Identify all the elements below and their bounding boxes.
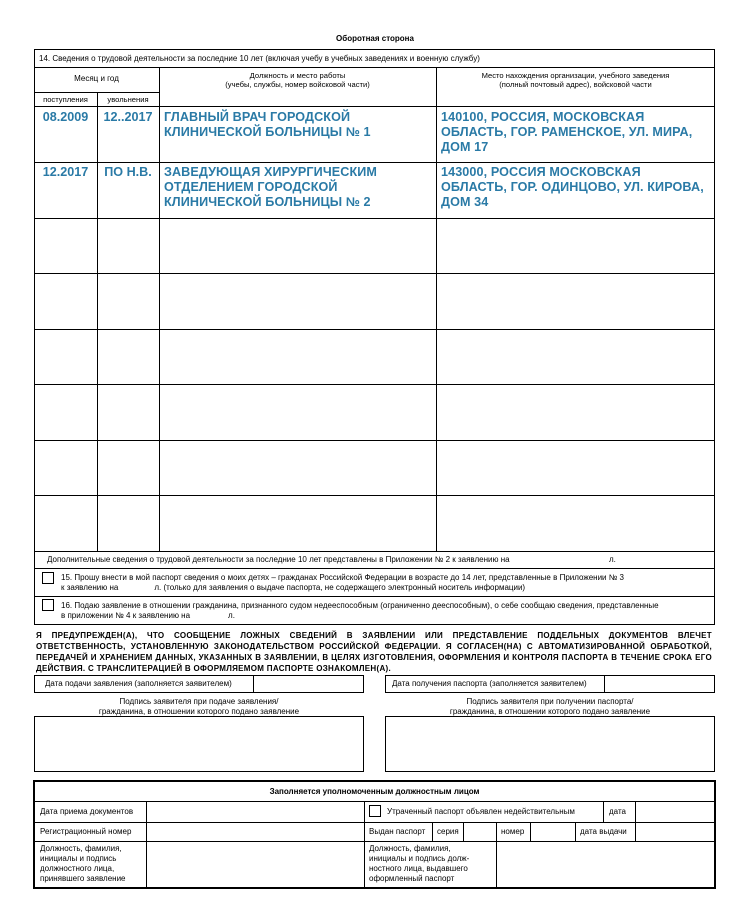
section16-text [61, 601, 711, 621]
section15-line2 [61, 583, 711, 593]
series-label: серия [437, 827, 459, 836]
reg-number-field[interactable] [147, 823, 363, 840]
issuer-label [369, 844, 469, 884]
section15-checkbox[interactable] [42, 572, 54, 584]
row1-location: 140100, РОССИЯ, МОСКОВСКАЯ ОБЛАСТЬ, ГОР. РАМЕНСКОЕ, УЛ. МИРА, ДОМ 17 [441, 110, 693, 154]
additional-info: Дополнительные сведения о трудовой деятельности за последние 10 лет представлены в Приложении № 2 к заявлению на [47, 555, 510, 564]
lost-date-label: дата [609, 807, 626, 816]
section16-line2 [61, 611, 711, 621]
section16-line2b: л. [228, 611, 235, 620]
col-end: увольнения [107, 95, 149, 104]
issuer-line3: ностного лица, выдавшего [369, 864, 468, 873]
applicant-signature-receive[interactable] [385, 716, 715, 772]
applicant-signature-submit[interactable] [34, 716, 364, 772]
receipt-date-field[interactable] [605, 676, 714, 692]
page-title: Оборотная сторона [336, 34, 414, 43]
receiver-line2: инициалы и подпись [40, 854, 117, 863]
lost-date-field[interactable] [636, 802, 713, 821]
official-header: Заполняется уполномоченным должностным лицом [269, 787, 480, 796]
doc-accept-date-label: Дата приема документов [40, 807, 134, 816]
right-signature-line2: гражданина, в отношении которого подано заявление [449, 707, 651, 716]
col-location-line2: (полный почтовый адрес), войсковой части [499, 80, 652, 89]
receiver-line4: принявшего заявление [40, 874, 126, 883]
number-label: номер [501, 827, 525, 836]
row2-position: ЗАВЕДУЮЩАЯ ХИРУРГИЧЕСКИМ ОТДЕЛЕНИЕМ ГОРОДСКОЙ КЛИНИЧЕСКОЙ БОЛЬНИЦЫ № 2 [164, 165, 377, 209]
left-signature-line2: гражданина, в отношении которого подано заявление [98, 707, 300, 716]
section15-line2a: к заявлению на [61, 583, 119, 592]
submission-date-label: Дата подачи заявления (заполняется заявителем) [45, 679, 232, 688]
col-position-line1: Должность и место работы [249, 71, 346, 80]
row1-position: ГЛАВНЫЙ ВРАЧ ГОРОДСКОЙ КЛИНИЧЕСКОЙ БОЛЬНИЦЫ № 1 [164, 110, 371, 139]
series-field[interactable] [464, 823, 495, 840]
section15-line2b: л. (только для заявления о выдаче паспорта, не содержащего электронный носитель информации) [154, 583, 526, 592]
row2-start: 12.2017 [42, 165, 89, 179]
issuer-line4: оформленный паспорт [369, 874, 455, 883]
legal-warning: Я ПРЕДУПРЕЖДЕН(А), ЧТО СООБЩЕНИЕ ЛОЖНЫХ СВЕДЕНИЙ В ЗАЯВЛЕНИИ ИЛИ ПРЕДСТАВЛЕНИЕ ПОДДЕЛЬНЫХ ДОКУМЕНТОВ ВЛЕЧЕТ ОТВЕТСТВЕННОСТЬ, УСТАНОВЛЕННУЮ ЗАКОНОДАТЕЛЬСТВОМ РОССИЙСКОЙ ФЕДЕРАЦИИ. Я СОГЛАСЕН(НА) С АВТОМАТИЗИРОВАННОЙ ОБРАБОТКОЙ, ПЕРЕДАЧЕЙ И ХРАНЕНИЕМ ДАННЫХ, УКАЗАННЫХ В ЗАЯВЛЕНИИ, В ЦЕЛЯХ ИЗГОТОВЛЕНИЯ, ОФОРМЛЕНИЯ И КОНТРОЛЯ ПАСПОРТА В ТЕЧЕНИЕ СРОКА ЕГО ДЕЙСТВИЯ. С ТРАНСЛИТЕРАЦИЕЙ В ОФОРМЛЯЕМОМ ПАСПОРТЕ ОЗНАКОМЛЕН(А). [36, 631, 712, 673]
issuer-line2: инициалы и подпись долж- [369, 854, 470, 863]
col-position-line2: (учебы, службы, номер войсковой части) [225, 80, 370, 89]
issuer-signature-field[interactable] [497, 842, 713, 886]
right-signature-line1: Подпись заявителя при получении паспорта/ [466, 697, 634, 706]
additional-info-suffix: л. [609, 555, 616, 564]
col-start: поступления [43, 95, 88, 104]
section16-checkbox[interactable] [42, 599, 54, 611]
issued-passport-label: Выдан паспорт [369, 827, 426, 836]
row2-location: 143000, РОССИЯ МОСКОВСКАЯ ОБЛАСТЬ, ГОР. ОДИНЦОВО, УЛ. КИРОВА, ДОМ 34 [441, 165, 704, 209]
row1-end: 12..2017 [103, 110, 153, 124]
issue-date-label: дата выдачи [580, 827, 627, 836]
receiver-label [40, 844, 126, 884]
lost-passport-checkbox[interactable] [369, 805, 381, 817]
lost-passport-label: Утраченный паспорт объявлен недействительным [387, 807, 575, 816]
section16-line1: 16. Подаю заявление в отношении гражданина, признанного судом недееспособным (ограниченно дееспособным), о себе сообщаю сведения, представленные [61, 601, 659, 610]
reg-number-label: Регистрационный номер [40, 827, 132, 836]
issuer-line1: Должность, фамилия, [369, 844, 451, 853]
row2-end: ПО Н.В. [104, 165, 152, 179]
issue-date-field[interactable] [636, 823, 713, 840]
receiver-signature-field[interactable] [147, 842, 363, 886]
receipt-date-label: Дата получения паспорта (заполняется заявителем) [392, 679, 587, 688]
right-signature-label [385, 697, 715, 717]
section14-heading: 14. Сведения о трудовой деятельности за последние 10 лет (включая учебу в учебных заведениях и военную службу) [39, 54, 480, 63]
doc-accept-date-field[interactable] [147, 802, 363, 821]
col-position [159, 71, 436, 89]
col-location [436, 71, 715, 89]
row1-start: 08.2009 [42, 110, 89, 124]
left-signature-label [34, 697, 364, 717]
section15-text [61, 573, 711, 593]
receiver-line3: должностного лица, [40, 864, 115, 873]
section15-line1: 15. Прошу внести в мой паспорт сведения о моих детях – гражданах Российской Федерации в возрасте до 14 лет, представленные в Приложении № 3 [61, 573, 624, 582]
col-location-line1: Место нахождения организации, учебного заведения [481, 71, 670, 80]
number-field[interactable] [531, 823, 574, 840]
col-month-year: Месяц и год [74, 74, 119, 83]
section16-line2a: в приложении № 4 к заявлению на [61, 611, 191, 620]
left-signature-line1: Подпись заявителя при подаче заявления/ [119, 697, 279, 706]
submission-date-field[interactable] [254, 676, 363, 692]
receiver-line1: Должность, фамилия, [40, 844, 122, 853]
